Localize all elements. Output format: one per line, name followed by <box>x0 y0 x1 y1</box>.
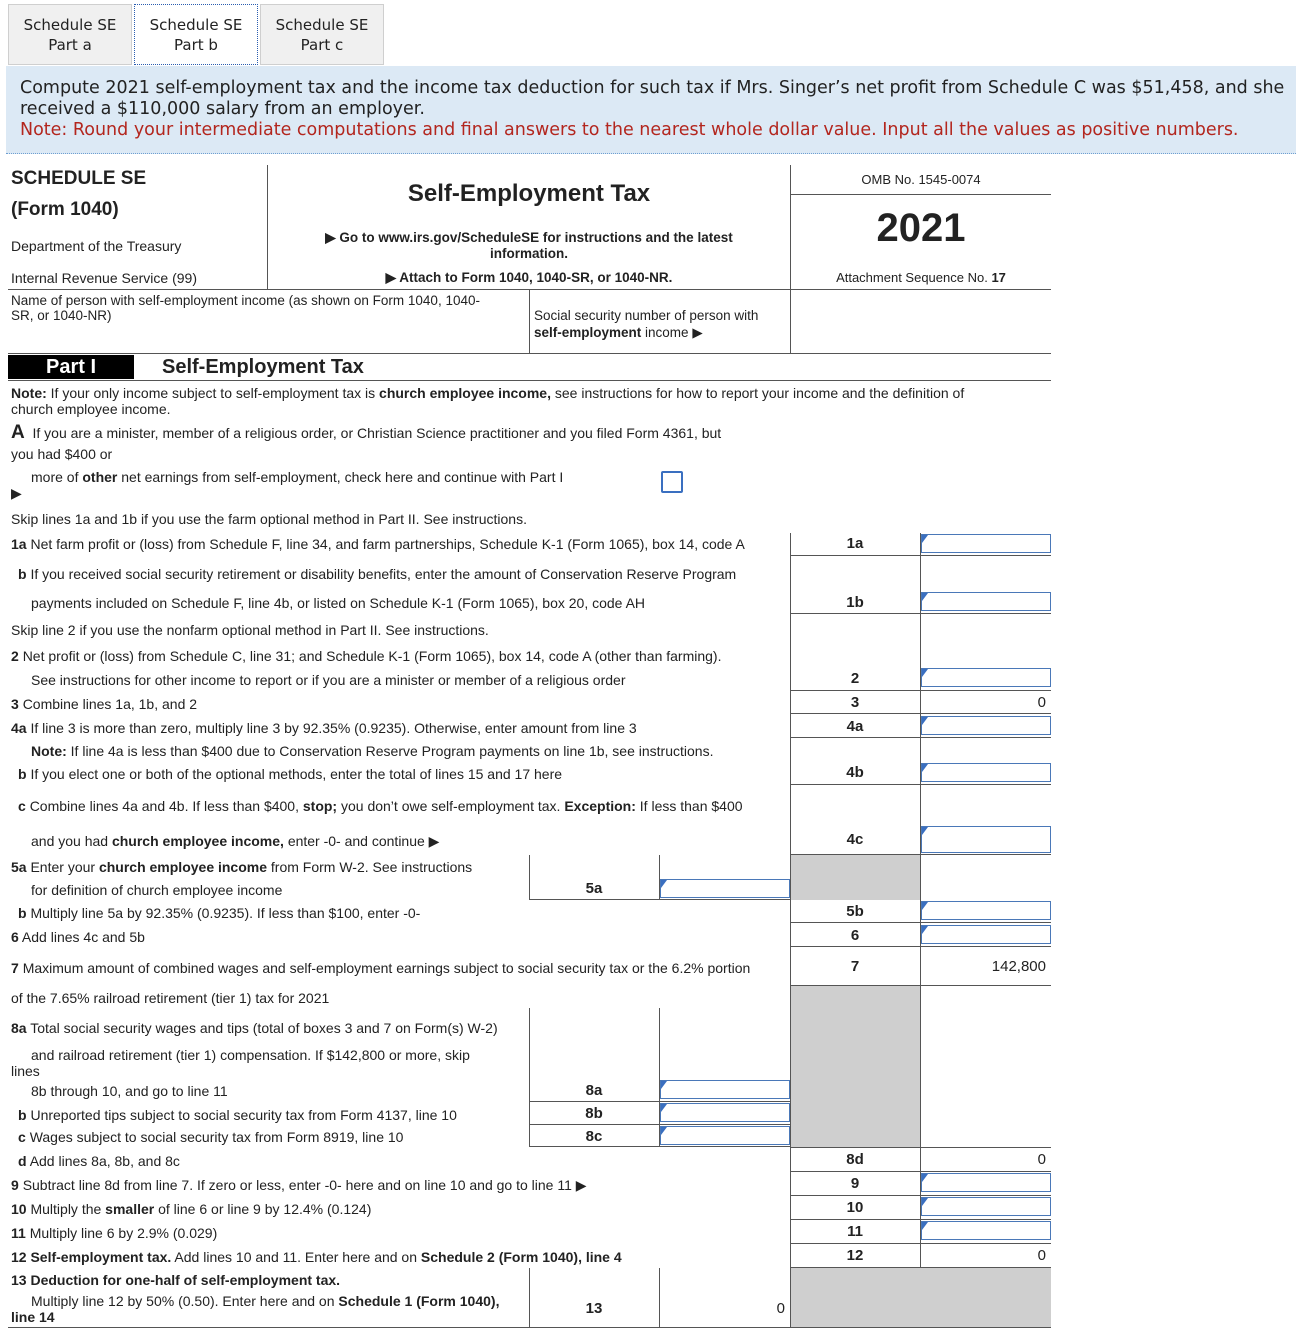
box-label-10: 10 <box>846 1199 864 1216</box>
irs-label: Internal Revenue Service (99) <box>11 270 197 286</box>
ssn-label: Social security number of person with self-employment income ▶ <box>534 308 759 340</box>
box-label-1a: 1a <box>846 535 864 552</box>
line-7-text: 7 Maximum amount of combined wages and self-employment earnings subject to social security tax or the 6.2% portion <box>11 960 751 976</box>
line-1b-text-2: payments included on Schedule F, line 4b, or listed on Schedule K-1 (Form 1065), box 20, code AH <box>31 595 646 611</box>
minister-checkbox[interactable] <box>661 471 683 493</box>
attach-line: ▶ Attach to Form 1040, 1040-SR, or 1040-NR. <box>385 270 673 285</box>
shaded-cell <box>791 986 920 1147</box>
line-9-input[interactable] <box>921 1173 1051 1192</box>
box-label-12: 12 <box>846 1247 864 1264</box>
line-12-value: 0 <box>1037 1247 1046 1264</box>
line-1a-input[interactable] <box>921 534 1051 553</box>
department: Department of the Treasury <box>11 238 182 254</box>
box-label-4a: 4a <box>846 718 864 735</box>
box-label-4b: 4b <box>846 764 864 781</box>
box-label-4c: 4c <box>846 831 864 848</box>
line-7-text-2: of the 7.65% railroad retirement (tier 1) tax for 2021 <box>11 990 330 1006</box>
part-note: Note: If your only income subject to self-employment tax is church employee income, see instructions for how to report your income and the definition of <box>11 385 965 401</box>
form-title: Self-Employment Tax <box>407 180 651 207</box>
schedule-title: SCHEDULE SE <box>11 168 147 189</box>
line-8c-input[interactable] <box>660 1126 790 1145</box>
line-9-text: 9 Subtract line 8d from line 7. If zero or less, enter -0- here and on line 10 and go to line 11 ▶ <box>11 1177 587 1193</box>
line-4a-note: Note: If line 4a is less than $400 due to Conservation Reserve Program payments on line 1b, see instructions. <box>31 743 714 759</box>
skip-1-note: Skip lines 1a and 1b if you use the farm optional method in Part II. See instructions. <box>11 511 527 527</box>
part-note-cont: church employee income. <box>11 401 171 417</box>
part-label: Part I <box>8 355 134 379</box>
line-a-text-2: you had $400 or <box>11 446 113 462</box>
line-7-value: 142,800 <box>991 958 1046 975</box>
line-8b-input[interactable] <box>660 1103 790 1122</box>
line-13-text-2: Multiply line 12 by 50% (0.50). Enter here and on Schedule 1 (Form 1040), <box>31 1293 500 1309</box>
line-2-text-2: See instructions for other income to report or if you are a minister or member of a religious order <box>31 672 626 688</box>
box-label-1b: 1b <box>846 594 864 611</box>
part-title: Self-Employment Tax <box>162 356 364 378</box>
line-4b-input[interactable] <box>921 763 1051 782</box>
box-label-13: 13 <box>585 1300 603 1317</box>
line-8c-text: c Wages subject to social security tax from Form 8919, line 10 <box>18 1129 404 1145</box>
line-8a-input[interactable] <box>660 1080 790 1099</box>
line-10-input[interactable] <box>921 1197 1051 1216</box>
form-number: (Form 1040) <box>11 199 119 220</box>
line-8d-text: d Add lines 8a, 8b, and 8c <box>18 1153 180 1169</box>
box-label-5a: 5a <box>585 880 603 897</box>
box-label-8c: 8c <box>585 1128 603 1145</box>
line-5a-text: 5a Enter your church employee income from Form W-2. See instructions <box>11 859 473 875</box>
tab-part-b[interactable]: Schedule SE Part b <box>134 4 258 65</box>
instruction-line-2: received a $110,000 salary from an employer. <box>20 99 425 119</box>
line-8b-text: b Unreported tips subject to social security tax from Form 4137, line 10 <box>18 1107 457 1123</box>
line-1a-text: 1a Net farm profit or (loss) from Schedule F, line 34, and farm partnerships, Schedule K-1 (Form 1065), box 14, code A <box>11 536 745 552</box>
line-4a-text: 4a If line 3 is more than zero, multiply line 3 by 92.35% (0.9235). Otherwise, enter amount from line 3 <box>11 720 637 736</box>
line-4b-text: b If you elect one or both of the optional methods, enter the total of lines 15 and 17 here <box>18 766 563 782</box>
tab-part-a[interactable]: Schedule SE Part a <box>8 4 132 65</box>
box-label-9: 9 <box>850 1175 860 1192</box>
tab-part-c[interactable]: Schedule SE Part c <box>260 4 384 65</box>
line-8a-text-2: and railroad retirement (tier 1) compensation. If $142,800 or more, skip <box>31 1047 470 1063</box>
box-label-8a: 8a <box>585 1082 603 1099</box>
line-4a-input[interactable] <box>921 716 1051 735</box>
line-13-text-3: line 14 <box>11 1309 55 1325</box>
omb-number: OMB No. 1545-0074 <box>861 172 981 187</box>
line-a-text-3: more of other net earnings from self-employment, check here and continue with Part I <box>31 469 564 485</box>
box-label-5b: 5b <box>846 903 864 920</box>
shaded-cell <box>791 1268 1051 1327</box>
line-1b-input[interactable] <box>921 592 1051 611</box>
line-5b-text: b Multiply line 5a by 92.35% (0.9235). If less than $100, enter -0- <box>18 905 421 921</box>
line-13-text: 13 Deduction for one-half of self-employment tax. <box>11 1272 341 1288</box>
line-5a-input[interactable] <box>660 879 790 898</box>
name-label: Name of person with self-employment income (as shown on Form 1040, 1040- SR, or 1040-NR) <box>11 293 480 323</box>
line-6-input[interactable] <box>921 925 1051 944</box>
goto-line-1: ▶ Go to www.irs.gov/ScheduleSE for instructions and the latest <box>325 230 733 245</box>
line-10-text: 10 Multiply the smaller of line 6 or line 9 by 12.4% (0.124) <box>11 1201 372 1217</box>
line-3-text: 3 Combine lines 1a, 1b, and 2 <box>11 696 198 712</box>
box-label-11: 11 <box>847 1223 863 1240</box>
skip-2-note: Skip line 2 if you use the nonfarm optional method in Part II. See instructions. <box>11 622 489 638</box>
line-1b-text: b If you received social security retirement or disability benefits, enter the amount of Conservation Reserve Program <box>18 566 737 582</box>
box-label-8d: 8d <box>846 1151 864 1168</box>
shaded-cell <box>791 855 920 900</box>
line-8a-text-3: lines <box>11 1063 40 1079</box>
box-label-6: 6 <box>850 927 860 944</box>
instruction-note: Note: Round your intermediate computations and final answers to the nearest whole dollar value. Input all the values as positive numbers. <box>20 120 1239 140</box>
line-5b-input[interactable] <box>921 901 1051 920</box>
line-11-input[interactable] <box>921 1221 1051 1240</box>
line-6-text: 6 Add lines 4c and 5b <box>11 929 145 945</box>
line-a-arrow: ▶ <box>11 485 22 501</box>
line-2-input[interactable] <box>921 668 1051 687</box>
line-13-value: 0 <box>776 1300 785 1317</box>
line-a-text-1: A If you are a minister, member of a religious order, or Christian Science practitioner and you filed Form 4361, but <box>11 422 722 443</box>
line-8a-text: 8a Total social security wages and tips (total of boxes 3 and 7 on Form(s) W-2) <box>11 1020 498 1036</box>
attachment-sequence: Attachment Sequence No. 17 <box>836 270 1006 285</box>
box-label-8b: 8b <box>585 1105 603 1122</box>
line-11-text: 11 Multiply line 6 by 2.9% (0.029) <box>11 1225 218 1241</box>
line-4c-text-2: and you had church employee income, enter -0- and continue ▶ <box>31 833 440 849</box>
goto-line-2: information. <box>490 246 568 261</box>
instructions-banner <box>6 66 1296 154</box>
line-3-value: 0 <box>1037 694 1046 711</box>
line-2-text: 2 Net profit or (loss) from Schedule C, line 31; and Schedule K-1 (Form 1065), box 14, code A (other than farming). <box>11 648 722 664</box>
box-label-7: 7 <box>850 958 860 975</box>
line-4c-input[interactable] <box>921 826 1051 853</box>
line-12-text: 12 Self-employment tax. Add lines 10 and 11. Enter here and on Schedule 2 (Form 1040), line 4 <box>11 1249 622 1265</box>
line-8a-text-4: 8b through 10, and go to line 11 <box>31 1083 228 1099</box>
instruction-line-1: Compute 2021 self-employment tax and the income tax deduction for such tax if Mrs. Singer’s net profit from Schedule C was $51,458, and she <box>20 78 1285 98</box>
line-8d-value: 0 <box>1037 1151 1046 1168</box>
box-label-2: 2 <box>850 670 860 687</box>
line-5a-text-2: for definition of church employee income <box>31 882 283 898</box>
tax-year: 2021 <box>876 206 966 250</box>
line-4c-text: c Combine lines 4a and 4b. If less than $400, stop; you don’t owe self-employment tax. Exception: If less than $400 <box>18 798 743 814</box>
box-label-3: 3 <box>850 694 860 711</box>
